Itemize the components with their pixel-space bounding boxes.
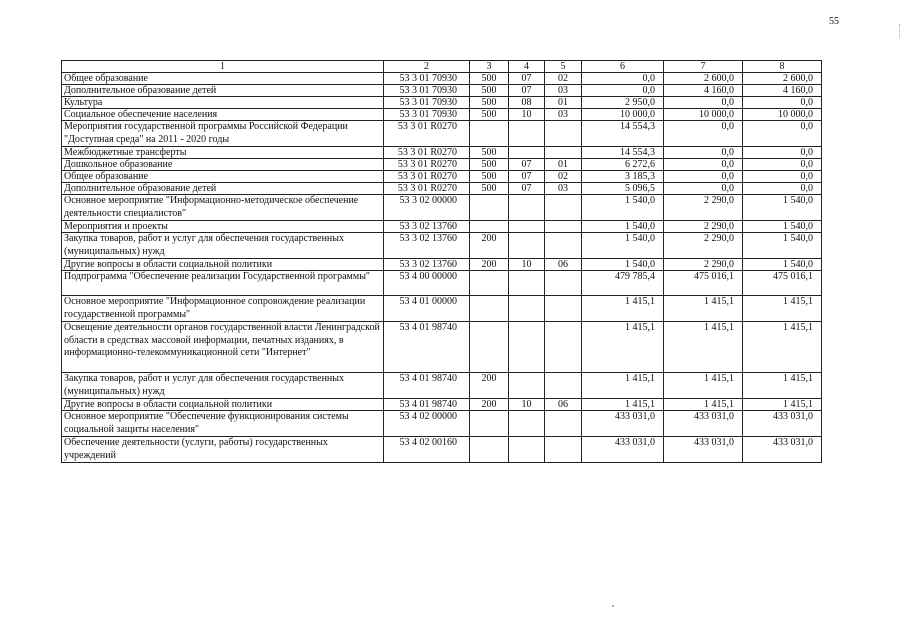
row-value-6: 5 096,5 — [582, 183, 664, 195]
row-col3 — [470, 322, 509, 373]
row-value-8: 10 000,0 — [743, 109, 822, 121]
row-col5: 02 — [545, 73, 582, 85]
row-value-7: 0,0 — [664, 183, 743, 195]
row-value-6: 479 785,4 — [582, 271, 664, 296]
row-col3: 500 — [470, 109, 509, 121]
row-name: Социальное обеспечение населения — [62, 109, 384, 121]
row-col4: 07 — [509, 85, 545, 97]
row-value-6: 1 540,0 — [582, 221, 664, 233]
table-row — [62, 183, 822, 195]
row-value-8: 433 031,0 — [743, 437, 822, 463]
row-code: 53 3 01 R0270 — [384, 171, 470, 183]
row-col5 — [545, 296, 582, 322]
row-value-6: 6 272,6 — [582, 159, 664, 171]
table-row — [62, 373, 822, 399]
row-code: 53 3 02 13760 — [384, 259, 470, 271]
row-col4: 10 — [509, 399, 545, 411]
row-name: Межбюджетные трансферты — [62, 147, 384, 159]
row-col3 — [470, 437, 509, 463]
table-row — [62, 97, 822, 109]
row-col5 — [545, 373, 582, 399]
row-value-7: 0,0 — [664, 121, 743, 147]
row-col3: 200 — [470, 259, 509, 271]
header-row — [62, 61, 822, 73]
row-code: 53 4 02 00160 — [384, 437, 470, 463]
row-name: Мероприятия и проекты — [62, 221, 384, 233]
row-name: Основное мероприятие "Информационно-методическое обеспечение деятельности специалистов" — [62, 195, 384, 221]
table-row — [62, 233, 822, 259]
row-code: 53 4 01 00000 — [384, 296, 470, 322]
row-value-7: 1 415,1 — [664, 322, 743, 373]
row-value-7: 475 016,1 — [664, 271, 743, 296]
row-col5: 03 — [545, 183, 582, 195]
table-row — [62, 109, 822, 121]
row-value-8: 0,0 — [743, 171, 822, 183]
row-col4: 07 — [509, 159, 545, 171]
row-col5 — [545, 271, 582, 296]
row-col5 — [545, 233, 582, 259]
row-col4 — [509, 411, 545, 437]
row-col3: 500 — [470, 171, 509, 183]
column-header: 5 — [545, 61, 582, 73]
row-col5: 06 — [545, 259, 582, 271]
row-col5 — [545, 322, 582, 373]
row-name: Закупка товаров, работ и услуг для обеспечения государственных (муниципальных) нужд — [62, 233, 384, 259]
row-value-7: 0,0 — [664, 159, 743, 171]
table-row — [62, 322, 822, 373]
row-col5: 01 — [545, 97, 582, 109]
row-col3 — [470, 296, 509, 322]
row-value-8: 0,0 — [743, 121, 822, 147]
row-value-6: 14 554,3 — [582, 147, 664, 159]
row-col4 — [509, 437, 545, 463]
row-col3: 200 — [470, 399, 509, 411]
row-value-6: 1 415,1 — [582, 322, 664, 373]
table-row — [62, 259, 822, 271]
row-col4 — [509, 271, 545, 296]
row-col3 — [470, 271, 509, 296]
row-value-6: 1 540,0 — [582, 233, 664, 259]
row-code: 53 3 02 00000 — [384, 195, 470, 221]
row-col4 — [509, 121, 545, 147]
row-value-7: 0,0 — [664, 97, 743, 109]
row-col4: 10 — [509, 259, 545, 271]
row-value-6: 433 031,0 — [582, 437, 664, 463]
row-col3: 200 — [470, 373, 509, 399]
row-value-7: 2 290,0 — [664, 233, 743, 259]
row-col4: 08 — [509, 97, 545, 109]
row-code: 53 4 01 98740 — [384, 322, 470, 373]
row-value-8: 1 415,1 — [743, 322, 822, 373]
row-code: 53 3 01 R0270 — [384, 121, 470, 147]
row-col5 — [545, 411, 582, 437]
row-code: 53 3 01 70930 — [384, 85, 470, 97]
row-value-7: 10 000,0 — [664, 109, 743, 121]
table-row — [62, 437, 822, 463]
row-value-6: 433 031,0 — [582, 411, 664, 437]
row-col5: 03 — [545, 85, 582, 97]
row-col3: 200 — [470, 233, 509, 259]
row-name: Другие вопросы в области социальной политики — [62, 259, 384, 271]
row-value-8: 0,0 — [743, 97, 822, 109]
row-name: Дошкольное образование — [62, 159, 384, 171]
row-col5: 06 — [545, 399, 582, 411]
row-col3: 500 — [470, 147, 509, 159]
table-row — [62, 121, 822, 147]
row-value-8: 0,0 — [743, 147, 822, 159]
row-code: 53 3 01 R0270 — [384, 147, 470, 159]
row-value-6: 2 950,0 — [582, 97, 664, 109]
row-col3: 500 — [470, 97, 509, 109]
row-value-8: 1 415,1 — [743, 296, 822, 322]
row-value-7: 2 600,0 — [664, 73, 743, 85]
row-col3 — [470, 121, 509, 147]
row-value-7: 2 290,0 — [664, 221, 743, 233]
column-header: 2 — [384, 61, 470, 73]
row-code: 53 4 01 98740 — [384, 373, 470, 399]
row-name: Основное мероприятие "Информационное сопровождение реализации государственной программы" — [62, 296, 384, 322]
row-name: Культура — [62, 97, 384, 109]
row-code: 53 3 01 70930 — [384, 109, 470, 121]
row-col4: 07 — [509, 171, 545, 183]
budget-table — [61, 60, 822, 463]
table-row — [62, 399, 822, 411]
row-value-7: 2 290,0 — [664, 259, 743, 271]
row-col3: 500 — [470, 159, 509, 171]
row-value-7: 0,0 — [664, 147, 743, 159]
row-col4 — [509, 296, 545, 322]
row-col5: 03 — [545, 109, 582, 121]
table-row — [62, 271, 822, 296]
row-col3: 500 — [470, 73, 509, 85]
row-value-8: 1 540,0 — [743, 195, 822, 221]
row-value-8: 1 540,0 — [743, 233, 822, 259]
row-name: Основное мероприятие "Обеспечение функционирования системы социальной защиты населения" — [62, 411, 384, 437]
row-col4 — [509, 373, 545, 399]
row-col4 — [509, 221, 545, 233]
row-code: 53 4 02 00000 — [384, 411, 470, 437]
row-name: Мероприятия государственной программы Российской Федерации "Доступная среда" на 2011 - 2020 годы — [62, 121, 384, 147]
row-value-7: 433 031,0 — [664, 437, 743, 463]
row-value-8: 1 415,1 — [743, 399, 822, 411]
row-name: Подпрограмма "Обеспечение реализации Государственной программы" — [62, 271, 384, 296]
row-value-6: 1 415,1 — [582, 296, 664, 322]
row-value-7: 1 415,1 — [664, 296, 743, 322]
row-col3: 500 — [470, 85, 509, 97]
row-value-8: 1 540,0 — [743, 221, 822, 233]
row-col4: 07 — [509, 73, 545, 85]
row-name: Освещение деятельности органов государственной власти Ленинградской области в средствах массовой информации, печатных изданиях, в информационно-телекоммуникационной сети "Интернет" — [62, 322, 384, 373]
row-code: 53 3 01 70930 — [384, 97, 470, 109]
table-row — [62, 73, 822, 85]
row-name: Общее образование — [62, 171, 384, 183]
row-col5: 01 — [545, 159, 582, 171]
row-code: 53 3 01 R0270 — [384, 183, 470, 195]
row-code: 53 3 02 13760 — [384, 221, 470, 233]
row-value-7: 4 160,0 — [664, 85, 743, 97]
row-code: 53 3 02 13760 — [384, 233, 470, 259]
scan-speck — [612, 605, 614, 607]
row-value-6: 3 185,3 — [582, 171, 664, 183]
row-value-7: 1 415,1 — [664, 399, 743, 411]
row-value-8: 0,0 — [743, 183, 822, 195]
table-row — [62, 159, 822, 171]
page-edge-mark — [899, 24, 903, 38]
row-col4 — [509, 322, 545, 373]
row-col5 — [545, 437, 582, 463]
row-col5 — [545, 221, 582, 233]
row-name: Другие вопросы в области социальной политики — [62, 399, 384, 411]
row-value-6: 0,0 — [582, 73, 664, 85]
column-header: 1 — [62, 61, 384, 73]
row-col4 — [509, 233, 545, 259]
row-col5 — [545, 195, 582, 221]
row-code: 53 4 00 00000 — [384, 271, 470, 296]
table-row — [62, 171, 822, 183]
row-col5 — [545, 121, 582, 147]
row-code: 53 4 01 98740 — [384, 399, 470, 411]
row-value-6: 0,0 — [582, 85, 664, 97]
column-header: 3 — [470, 61, 509, 73]
table-row — [62, 195, 822, 221]
row-name: Обеспечение деятельности (услуги, работы) государственных учреждений — [62, 437, 384, 463]
row-value-8: 1 540,0 — [743, 259, 822, 271]
row-value-8: 433 031,0 — [743, 411, 822, 437]
row-value-6: 1 540,0 — [582, 259, 664, 271]
row-col3 — [470, 411, 509, 437]
row-col3: 500 — [470, 183, 509, 195]
row-value-6: 1 415,1 — [582, 399, 664, 411]
row-col4 — [509, 195, 545, 221]
row-code: 53 3 01 70930 — [384, 73, 470, 85]
table-row — [62, 221, 822, 233]
row-value-8: 475 016,1 — [743, 271, 822, 296]
row-name: Общее образование — [62, 73, 384, 85]
row-col4: 10 — [509, 109, 545, 121]
row-value-8: 4 160,0 — [743, 85, 822, 97]
row-value-8: 0,0 — [743, 159, 822, 171]
row-value-6: 14 554,3 — [582, 121, 664, 147]
page-number: 55 — [829, 16, 839, 27]
column-header: 7 — [664, 61, 743, 73]
row-col4: 07 — [509, 183, 545, 195]
row-name: Закупка товаров, работ и услуг для обеспечения государственных (муниципальных) нужд — [62, 373, 384, 399]
row-value-8: 1 415,1 — [743, 373, 822, 399]
row-name: Дополнительное образование детей — [62, 85, 384, 97]
table-row — [62, 147, 822, 159]
table-row — [62, 296, 822, 322]
column-header: 6 — [582, 61, 664, 73]
row-value-7: 2 290,0 — [664, 195, 743, 221]
row-value-8: 2 600,0 — [743, 73, 822, 85]
row-value-7: 433 031,0 — [664, 411, 743, 437]
row-col5 — [545, 147, 582, 159]
row-value-6: 1 415,1 — [582, 373, 664, 399]
row-value-7: 1 415,1 — [664, 373, 743, 399]
column-header: 8 — [743, 61, 822, 73]
row-col5: 02 — [545, 171, 582, 183]
row-value-6: 1 540,0 — [582, 195, 664, 221]
row-value-6: 10 000,0 — [582, 109, 664, 121]
row-col3 — [470, 195, 509, 221]
row-value-7: 0,0 — [664, 171, 743, 183]
row-col3 — [470, 221, 509, 233]
row-col4 — [509, 147, 545, 159]
table-row — [62, 411, 822, 437]
row-name: Дополнительное образование детей — [62, 183, 384, 195]
table-row — [62, 85, 822, 97]
row-code: 53 3 01 R0270 — [384, 159, 470, 171]
column-header: 4 — [509, 61, 545, 73]
